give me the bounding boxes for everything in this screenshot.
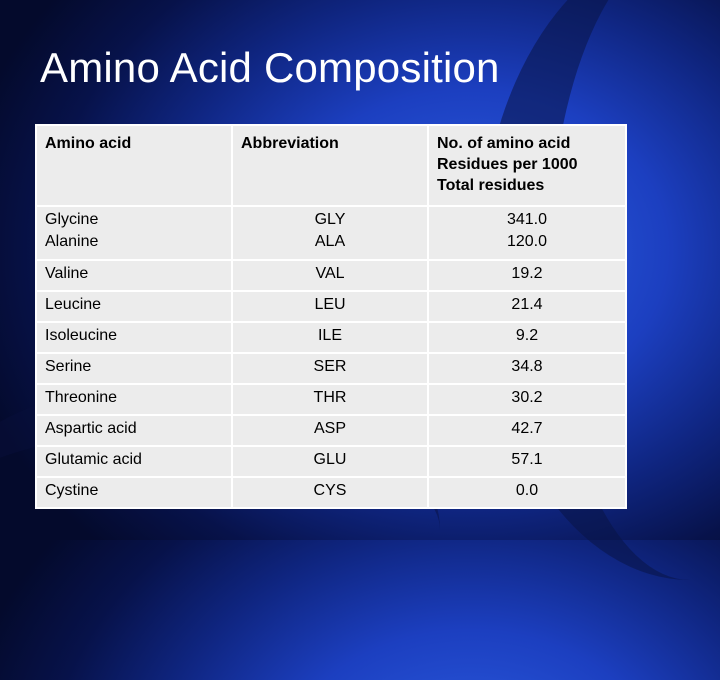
header-residues-per-1000: No. of amino acid Residues per 1000 Total residues xyxy=(428,125,626,206)
cell-value: 21.4 xyxy=(428,291,626,322)
cell-line: 341.0 xyxy=(506,211,548,228)
table-row xyxy=(36,291,626,322)
cell-value: 42.7 xyxy=(428,415,626,446)
cell-abbreviation: ASP xyxy=(232,415,428,446)
cell-amino-acid: Glutamic acid xyxy=(36,446,232,477)
cell-abbreviation: LEU xyxy=(232,291,428,322)
cell-abbreviation: THR xyxy=(232,384,428,415)
cell-amino-acid: Threonine xyxy=(36,384,232,415)
cell-line: 120.0 xyxy=(506,233,548,250)
cell-abbreviation: ILE xyxy=(232,322,428,353)
table-header-row xyxy=(36,125,626,206)
cell-amino-acid: Serine xyxy=(36,353,232,384)
cell-amino-acid: Cystine xyxy=(36,477,232,508)
cell-value: 0.0 xyxy=(428,477,626,508)
cell-abbreviation: GLU xyxy=(232,446,428,477)
cell-value: 30.2 xyxy=(428,384,626,415)
cell-line: Alanine xyxy=(45,233,99,250)
cell-amino-acid xyxy=(36,206,232,260)
cell-abbreviation: VAL xyxy=(232,260,428,291)
cell-abbreviation: CYS xyxy=(232,477,428,508)
cell-amino-acid: Aspartic acid xyxy=(36,415,232,446)
header-amino-acid: Amino acid xyxy=(36,125,232,206)
cell-line: ALA xyxy=(314,233,346,250)
slide-title: Amino Acid Composition xyxy=(40,44,500,91)
table-row xyxy=(36,322,626,353)
cell-abbreviation: SER xyxy=(232,353,428,384)
cell-line: GLY xyxy=(314,211,346,228)
cell-value: 34.8 xyxy=(428,353,626,384)
cell-value: 19.2 xyxy=(428,260,626,291)
cell-value: 57.1 xyxy=(428,446,626,477)
cell-amino-acid: Leucine xyxy=(36,291,232,322)
table-row xyxy=(36,384,626,415)
table-row xyxy=(36,260,626,291)
cell-value xyxy=(428,206,626,260)
cell-value: 9.2 xyxy=(428,322,626,353)
table-row xyxy=(36,446,626,477)
table-row xyxy=(36,477,626,508)
header-abbreviation: Abbreviation xyxy=(232,125,428,206)
cell-line: Glycine xyxy=(45,211,99,228)
cell-amino-acid: Isoleucine xyxy=(36,322,232,353)
cell-amino-acid: Valine xyxy=(36,260,232,291)
amino-acid-table xyxy=(35,124,625,509)
table-row xyxy=(36,415,626,446)
cell-abbreviation xyxy=(232,206,428,260)
table-row xyxy=(36,206,626,260)
table-row xyxy=(36,353,626,384)
